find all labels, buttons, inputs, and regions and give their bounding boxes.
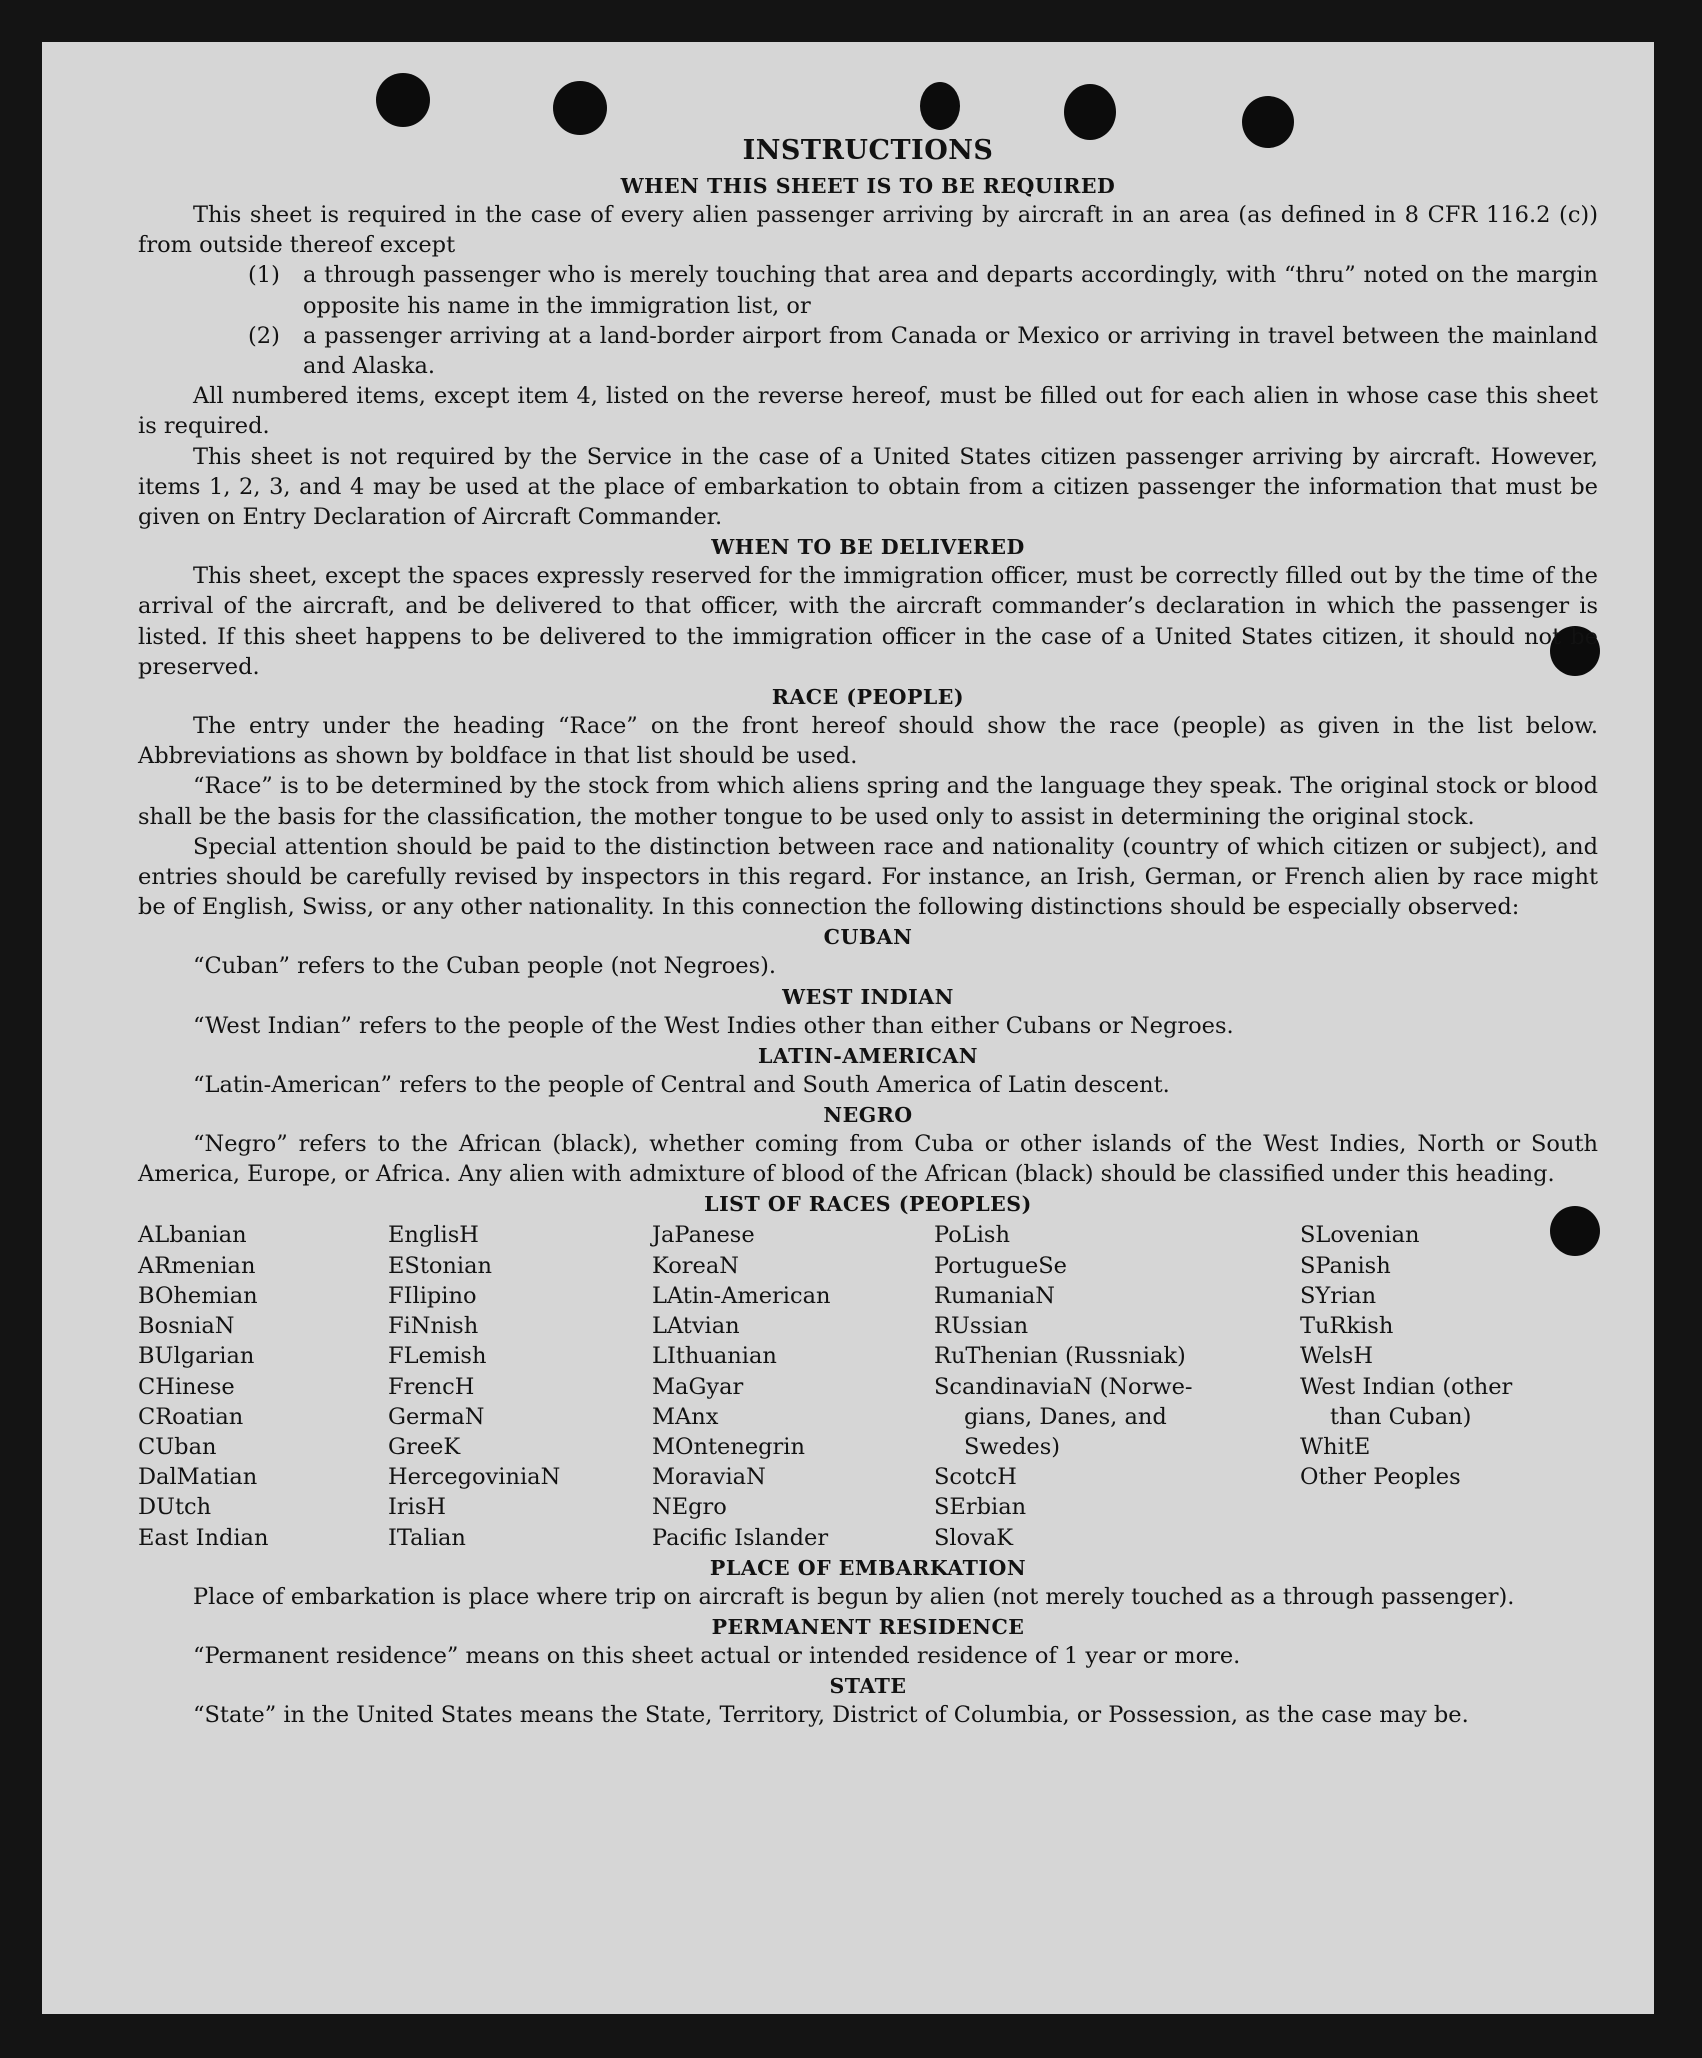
item-number: (2) [248, 322, 280, 349]
exception-item [138, 260, 1598, 320]
race-entry: IrisH [388, 1494, 447, 1521]
race-entry: BOhemian [138, 1282, 258, 1309]
section-heading-delivered: WHEN TO BE DELIVERED [711, 535, 1025, 560]
race-entry: SLovenian [1300, 1222, 1420, 1249]
race-entry: FLemish [388, 1343, 487, 1370]
section-heading-permanent-residence: PERMANENT RESIDENCE [711, 1614, 1025, 1639]
race-entry: PortugueSe [934, 1252, 1068, 1279]
race-entry: ARmenian [138, 1252, 256, 1279]
paragraph: The entry under the heading “Race” on the front hereof should show the race (people) as given in the list below. Abbreviations as shown by boldface in that list should be used. [138, 713, 1598, 770]
paragraph: “Permanent residence” means on this sheet actual or intended residence of 1 year or more. [193, 1642, 1241, 1669]
page-title: INSTRUCTIONS [742, 135, 994, 166]
race-entry: RumaniaN [934, 1282, 1055, 1309]
race-entry: PoLish [934, 1222, 1010, 1249]
race-entry: CUban [138, 1433, 217, 1460]
race-entry: MoraviaN [652, 1464, 766, 1491]
race-entry: Other Peoples [1300, 1464, 1461, 1491]
race-entry: SPanish [1300, 1252, 1391, 1279]
item-text: a passenger arriving at a land-border airport from Canada or Mexico or arriving in travel between the mainland and Alaska. [303, 322, 1598, 380]
paragraph: This sheet is required in the case of every alien passenger arriving by aircraft in an area (as defined in 8 CFR 116.2 (c)) from outside thereof except [138, 202, 1598, 259]
paragraph: This sheet, except the spaces expressly reserved for the immigration officer, must be correctly filled out by the time of the arrival of the aircraft, and be delivered to that officer, with the aircraft commander’s declaration in which the passenger is listed. If this sheet happens to be delivered to the immigration officer in the case of a United States citizen, it should not be preserved. [138, 563, 1598, 680]
section-heading-state: STATE [829, 1674, 907, 1699]
section-heading-embarkation: PLACE OF EMBARKATION [709, 1555, 1027, 1580]
item-text: a through passenger who is merely touching that area and departs accordingly, with “thru” noted on the margin opposite his name in the immigration list, or [303, 262, 1598, 319]
race-entry: LAtin-American [652, 1282, 831, 1309]
race-entry: FIlipino [388, 1282, 477, 1309]
paragraph: This sheet is not required by the Service in the case of a United States citizen passenger arriving by aircraft. However, items 1, 2, 3, and 4 may be used at the place of embarkation to obtain from a citizen passenger the information that must be given on Entry Declaration of Aircraft Commander. [138, 443, 1598, 531]
races-column [652, 1220, 934, 1552]
race-entry-continued: than Cuban) [1330, 1403, 1472, 1430]
paragraph: Special attention should be paid to the distinction between race and nationality (country of which citizen or subject), and entries should be carefully revised by inspectors in this regard. For instance, an Irish, German, or French alien by race might be of English, Swiss, or any other nationality. In this connection the following distinctions should be especially observed: [138, 833, 1598, 921]
section-heading-cuban: CUBAN [823, 925, 913, 950]
race-entry: East Indian [138, 1524, 269, 1551]
race-entry: DalMatian [138, 1464, 258, 1491]
exception-item [138, 321, 1598, 381]
race-entry: CHinese [138, 1373, 235, 1400]
races-column [388, 1220, 652, 1552]
paragraph: “Negro” refers to the African (black), whether coming from Cuba or other islands of the West Indies, North or South America, Europe, or Africa. Any alien with admixture of blood of the African (black) should be classified under this heading. [138, 1131, 1598, 1188]
section-heading-latin-american: LATIN-AMERICAN [757, 1043, 979, 1068]
race-entry: CRoatian [138, 1403, 244, 1430]
races-list [138, 1220, 1598, 1552]
race-entry: SErbian [934, 1494, 1027, 1521]
race-entry: HercegoviniaN [388, 1464, 561, 1491]
section-heading-west-indian: WEST INDIAN [782, 984, 954, 1009]
race-entry: SYrian [1300, 1282, 1377, 1309]
race-entry: EStonian [388, 1252, 493, 1279]
race-entry: GreeK [388, 1433, 461, 1460]
race-entry: FiNnish [388, 1313, 479, 1340]
document-sheet [42, 42, 1654, 2014]
race-entry: GermaN [388, 1403, 485, 1430]
race-entry: WelsH [1300, 1343, 1373, 1370]
paragraph: “State” in the United States means the State, Territory, District of Columbia, or Possession, as the case may be. [193, 1702, 1469, 1729]
punch-hole [920, 82, 960, 130]
race-entry: ScotcH [934, 1464, 1017, 1491]
race-entry: BosniaN [138, 1313, 235, 1340]
race-entry: LAtvian [652, 1313, 740, 1340]
section-heading-race: RACE (PEOPLE) [771, 685, 965, 710]
race-entry: Pacific Islander [652, 1524, 829, 1551]
race-entry: MOntenegrin [652, 1433, 805, 1460]
race-entry: JaPanese [652, 1222, 755, 1249]
punch-hole [376, 73, 430, 127]
race-entry: MaGyar [652, 1373, 744, 1400]
section-heading-races-list: LIST OF RACES (PEOPLES) [704, 1192, 1032, 1217]
race-entry: MAnx [652, 1403, 719, 1430]
section-heading-required: WHEN THIS SHEET IS TO BE REQUIRED [620, 174, 1116, 198]
race-entry: NEgro [652, 1494, 727, 1521]
paragraph: “Latin-American” refers to the people of Central and South America of Latin descent. [193, 1071, 1170, 1098]
item-number: (1) [248, 262, 280, 289]
race-entry-continued: Swedes) [964, 1433, 1061, 1460]
races-column [934, 1220, 1300, 1552]
race-entry: BUlgarian [138, 1343, 255, 1370]
race-entry: WhitE [1300, 1433, 1371, 1460]
races-column [1300, 1220, 1598, 1552]
race-entry: SlovaK [934, 1524, 1014, 1551]
race-entry: EnglisH [388, 1222, 479, 1249]
races-column [138, 1220, 388, 1552]
paragraph: Place of embarkation is place where trip on aircraft is begun by alien (not merely touched as a through passenger). [193, 1583, 1515, 1610]
race-entry: ScandinaviaN (Norwe- [934, 1373, 1193, 1400]
race-entry: West Indian (other [1300, 1373, 1513, 1400]
race-entry: KoreaN [652, 1252, 739, 1279]
race-entry: TuRkish [1300, 1313, 1394, 1340]
race-entry: RUssian [934, 1313, 1029, 1340]
paragraph: “Cuban” refers to the Cuban people (not Negroes). [193, 953, 777, 980]
punch-hole [553, 81, 607, 135]
instructions-text [138, 132, 1598, 1730]
section-heading-negro: NEGRO [823, 1103, 913, 1128]
race-entry: ALbanian [138, 1222, 247, 1249]
race-entry-continued: gians, Danes, and [964, 1403, 1167, 1430]
paragraph: “Race” is to be determined by the stock from which aliens spring and the language they speak. The original stock or blood shall be the basis for the classification, the mother tongue to be used only to assist in determining the original stock. [138, 773, 1598, 830]
race-entry: LIthuanian [652, 1343, 777, 1370]
race-entry: RuThenian (Russniak) [934, 1343, 1186, 1370]
race-entry: DUtch [138, 1494, 212, 1521]
race-entry: FrencH [388, 1373, 475, 1400]
race-entry: ITalian [388, 1524, 466, 1551]
paragraph: All numbered items, except item 4, listed on the reverse hereof, must be filled out for each alien in whose case this sheet is required. [138, 383, 1598, 440]
paragraph: “West Indian” refers to the people of the West Indies other than either Cubans or Negroes. [193, 1012, 1234, 1039]
